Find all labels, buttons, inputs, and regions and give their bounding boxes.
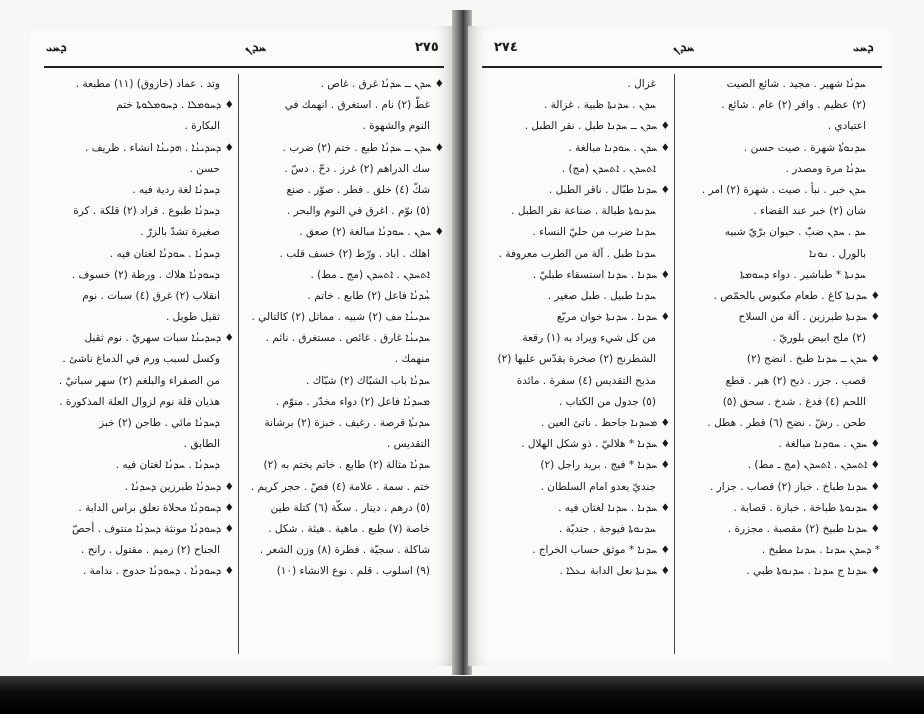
entry-line: شان (٢) خبر عند القضاء .: [753, 205, 866, 218]
entry-line: ܚܕܢܐ ضرب من حليّ النساء .: [532, 226, 656, 239]
right-page-left-column: [470, 74, 670, 583]
entry-line: ♦ ܚܕܢܐ طباخ . خباز (٢) قصاب . جزار .: [709, 480, 880, 493]
entry-line: ܕܚܕܢܳܐ . ܚܘܕܢܳܐ لغتان فيه .: [109, 247, 220, 260]
left-page-number: ٢٧٥: [415, 40, 439, 55]
entry-line: ♦ ܚܕܢܐ . ܚܕܢܐ استسقاء طبليّ .: [532, 268, 670, 281]
entry-line: من كل شيء ويراد به (١) رقعة: [522, 332, 656, 345]
entry-line: غزال .: [627, 78, 656, 90]
entry-line: غطّ (٢) نام . استغرق . انهمك في: [284, 99, 430, 112]
entry-line: (٢) عظيم . وافر (٢) عام . شائع .: [721, 99, 866, 112]
entry-line: ♦ ܚܕܢ ــ ܚܕܢܳܐ طبع . ختم (٢) ضرب .: [282, 141, 444, 154]
entry-line: ♦ ܚܕܢܐ * فيج . بريد راجل (٢): [540, 459, 670, 472]
entry-line: ܚܕܝܢܳܐ غارق . غائص . مستغرق . نائم .: [265, 332, 430, 345]
entry-line: ܚܕܢܘܬܳܐ شهرة . صيت حسن .: [743, 141, 866, 154]
entry-line: من الصفراء والبلغم (٢) سهر سباتيّ .: [58, 374, 220, 387]
entry-line: ♦ ܚܕܢ ــ ܚܕܢܳܐ غرق . غاص .: [320, 78, 444, 90]
entry-line: ♦ ܚܕܢܐ طبيخ (٢) مقصبة . مجزرة .: [727, 522, 880, 535]
entry-line: ♦ ܚܕܢ ــ ܚܕܢܐ طبل . نقر الطبل .: [524, 120, 670, 133]
right-page-center-head: ܚܕܢ: [673, 40, 695, 55]
entry-line: ♦ ܐܬܚܕܢ . ܐܬܚܕܢ (مج ـ مط) .: [747, 459, 880, 472]
entry-line: ܡܚܕܢܳܐ فاعل (٢) دواء مخدّر . منوّم .: [275, 395, 430, 408]
entry-line: ܚܕܢܐ طبل . آلة من الطرب معروفة .: [498, 247, 656, 260]
left-page: [30, 26, 455, 666]
entry-line: ♦ ܕܚܘܕܢܳܐ مونثة ܕܚܕܢܳܐ منتوف . أحصّ: [72, 522, 234, 535]
entry-line: وكسل لسبب ورم في الدماغ ناشئ .: [62, 353, 220, 366]
entry-line: ♦ ܚܕܢ . ܚܘܕܢܐ مبالغة .: [568, 141, 670, 154]
entry-line: ܕܚܕܢܳܐ لغة ردية فيه .: [132, 183, 220, 196]
entry-line: (٥) درهم . دينار . سكّة (٦) كتلة طين: [270, 501, 430, 514]
entry-line: ܚܕ . ܚܕܢ ضبّ . حيوان برّيّ شبيه: [724, 226, 866, 239]
entry-line: ܚܕܢܳܐ مثالة (٢) طابع . خاتم يختم به (٢): [263, 459, 430, 472]
entry-line: جنديّ يعدو امام السلطان .: [540, 480, 656, 493]
entry-line: سك الدراهم (٢) غرز . دحّ . دسّ .: [284, 162, 430, 175]
left-page-column-separator: [238, 74, 239, 654]
entry-line: التقديس .: [386, 438, 430, 451]
entry-line: ♦ ܕܚܘܕܢܳܐ . ܕܚܘܕܢܳܐ حدوج . ندامة .: [82, 565, 234, 578]
entry-line: منهمك .: [394, 353, 430, 366]
entry-line: ♦ ܚܕܢܐ طبّال . ناقر الطبل .: [548, 183, 670, 196]
entry-line: ♦ ܕܚܕܝܢܳܐ سبات سهريّ . نوم ثقيل: [84, 332, 234, 345]
entry-line: ختم . سمة . علامة (٤) فصّ . حجر كريم .: [250, 480, 430, 493]
entry-line: ♦ ܚܕܢܐ * موثق حساب الخراج .: [532, 544, 670, 557]
entry-line: حسن .: [189, 162, 220, 175]
entry-line: ♦ ܚܕܢܐ . ܚܕܢܐ لغتان فيه .: [558, 501, 670, 514]
entry-line: ♦ ܚܕܢܐ * هلاليّ . ذو شكل الهلال .: [521, 438, 670, 451]
entry-line: ♦ ܚܕܢܬܐ كاغ . طعام مكبوس بالحمّص .: [713, 289, 880, 302]
right-page-header-rule: [482, 66, 882, 68]
entry-line: اللحم (٤) فدغ . شدخ . سحق (٥): [722, 395, 866, 408]
entry-line: طحن . رشّ . نضح (٦) قطر . هطل .: [707, 417, 866, 429]
entry-line: ܚܕܢ خبر . نبأ . صيت . شهرة (٢) امر .: [701, 183, 866, 196]
left-page-left-column: [34, 74, 234, 583]
entry-line: ܚܕܢܘܬܐ فيوجة . جنديّة .: [558, 522, 656, 535]
entry-line: ♦ ܕܚܘܕܢܳܐ محلاة تعلق براس الدابة .: [78, 501, 234, 514]
entry-line: ܚܕܢܘܬܐ طبالة . صناعة نقر الطبل .: [511, 205, 656, 218]
entry-line: شاكلة . سجيّة . فطرة (٨) وزن الشعر .: [259, 544, 430, 557]
entry-line: ܕܚܕܢܳܐ مائي . طاجن (٢) خبز: [99, 417, 220, 429]
left-page-outer-head: ܕܚܝ: [46, 40, 67, 55]
entry-line: ܕܚܘܕܢܳܐ هلاك . ورطة (٢) خسوف .: [71, 268, 220, 281]
entry-line: انقلاب (٢) غرق (٤) سبات . نوم: [82, 289, 220, 302]
entry-line: ܕܚܕܢܳܐ طبوع . قراد (٢) قلكة . كرة: [73, 205, 220, 218]
right-page: [468, 26, 893, 666]
entry-line: قصب . جزر . ذبح (٢) هبر . قطع: [725, 374, 866, 387]
entry-line: النوم والشهوة .: [362, 120, 430, 133]
entry-line: (٢) ملح ابيض بلوريّ .: [772, 332, 866, 345]
entry-line: الشطرنج (٢) صخرة يقدّس عليها (٢): [497, 353, 656, 366]
entry-line: خاصة (٧) طبع . ماهية . هيئة . شكل .: [268, 522, 430, 535]
entry-line: ܚܕܢܳܐ مرة ومصدر .: [785, 162, 866, 175]
entry-line: ثقيل طويل .: [165, 311, 220, 324]
entry-line: ܚܕܢܬܳܐ قرصة . رغيف . خبزة (٢) برشانة: [264, 417, 430, 429]
entry-line: ܕܚܕܢܳܐ . ܚܕܢܳܐ لغتان فيه .: [115, 459, 220, 472]
entry-line: ܚܕܢܳܐ باب الشبّاك (٢) شبّاك .: [305, 374, 430, 387]
entry-line: ♦ ܚܕܢܬܐ طبرزين . آلة من السلاح: [738, 311, 880, 324]
entry-line: ♦ ܕܚܕܢܳܐ طبرزين ܕܚܕܢܳܐ .: [124, 480, 234, 493]
entry-line: شكّ (٤) خلق . فطر . صوّر . صنع: [286, 183, 430, 196]
entry-line: ܚܕܢ . ܚܕܢܬܐ ظبية . غزالة .: [543, 99, 656, 112]
entry-line: هذيان قلة نوم لزوال العلة المذكورة .: [59, 395, 220, 408]
entry-line: ♦ ܚܕܢܘܬܐ طباخة . خبازة . قصابة .: [733, 501, 880, 514]
left-page-center-head: ܚܕܢ: [245, 40, 267, 55]
entry-line: ܚܕܢܐ طبيل . طبل صغير .: [547, 289, 656, 302]
right-page-outer-head: ܕܚܝ: [853, 40, 874, 55]
entry-line: ♦ ܚܕܢܐ . ܚܕܢܬܐ خوان مربّع: [556, 311, 670, 324]
entry-line: * ܕܚܕܢ ܚܕܢܐ . ܚܕܢܐ مطبخ .: [761, 544, 880, 557]
right-page-number: ٢٧٤: [494, 40, 518, 55]
entry-line: ♦ ܕܚܘܡܠܐ . ܕܚܘܡܠܘܬܐ ختم: [116, 99, 234, 112]
entry-line: الجناح (٢) زميم . مقتول . رانح .: [81, 544, 220, 557]
entry-line: ♦ ܚܕܢܬܐ نعل الدابة ܢܥܠܐ .: [559, 565, 670, 578]
entry-line: البكارة .: [184, 120, 220, 133]
entry-line: ܚܕܝܢܳܐ مف (٢) شبيه . مماثل (٢) كالتالي .: [251, 311, 430, 324]
entry-line: ܚܕܢܳܐ شهير . مجيد . شائع الصيت: [726, 78, 866, 90]
entry-line: ♦ ܚܕܢܐ ج ܚܕܢܐ . ܚܕܢܘܬܐ طبي .: [746, 565, 880, 578]
entry-line: بالورل . ܢܘܢܐ: [809, 247, 866, 260]
entry-line: (٥) جدول من الكتاب .: [558, 395, 656, 408]
entry-line: ♦ ܚܕܢ . ܚܘܕܢܳܐ مبالغة (٢) صعق .: [299, 226, 444, 239]
entry-line: اهلك . اباد . ورّط (٢) خسف قلب .: [279, 247, 430, 260]
entry-line: ܚܳܕܢܳܐ فاعل (٢) طابع . خاتم .: [307, 289, 430, 302]
entry-line: اعتيادي .: [827, 120, 866, 133]
entry-line: (٥) نوّم . اغرق في النوم والبحر .: [287, 205, 430, 218]
entry-line: ♦ ܚܕܢ ــ ܚܕܢܐ طبخ . انضج (٢): [746, 353, 880, 366]
right-page-column-separator: [674, 74, 675, 654]
entry-line: صغيرة تشدّ بالزرّ .: [140, 226, 220, 239]
entry-line: ♦ ܚܕܢ . ܚܘܕܢܐ مبالغة .: [778, 438, 880, 451]
entry-line: ܐܬܚܕܢ . ܐܬܚܕܢ (مج ـ مط) .: [310, 268, 430, 281]
entry-line: وتد . عماد (خازوق) (١١) مطبعة .: [75, 78, 220, 90]
entry-line: الطابق .: [183, 438, 220, 451]
entry-line: ♦ ܡܚܕܢܐ جاحظ . ناتئ العين .: [540, 417, 670, 429]
left-page-right-column: [244, 74, 444, 583]
scanner-dark-edge: [0, 676, 924, 714]
entry-line: (٩) اسلوب . قلم . نوع الانشاء (١٠): [276, 565, 430, 578]
entry-line: ♦ ܕܚܕܝܢܳܐ . ܗܕܝܢܳܐ انشاء . ظريف .: [85, 141, 234, 154]
entry-line: ܚܕܢܬܐ * طباشير . دواء ܕܚܘܡܬܐ: [740, 268, 866, 281]
right-page-right-column: [680, 74, 880, 583]
left-page-header-rule: [44, 66, 444, 68]
entry-line: مذبح التقديس (٤) سفرة . مائدة: [516, 374, 656, 387]
entry-line: ܐܬܚܕܢ . ܐܬܚܕܢ (مج) .: [561, 162, 656, 175]
